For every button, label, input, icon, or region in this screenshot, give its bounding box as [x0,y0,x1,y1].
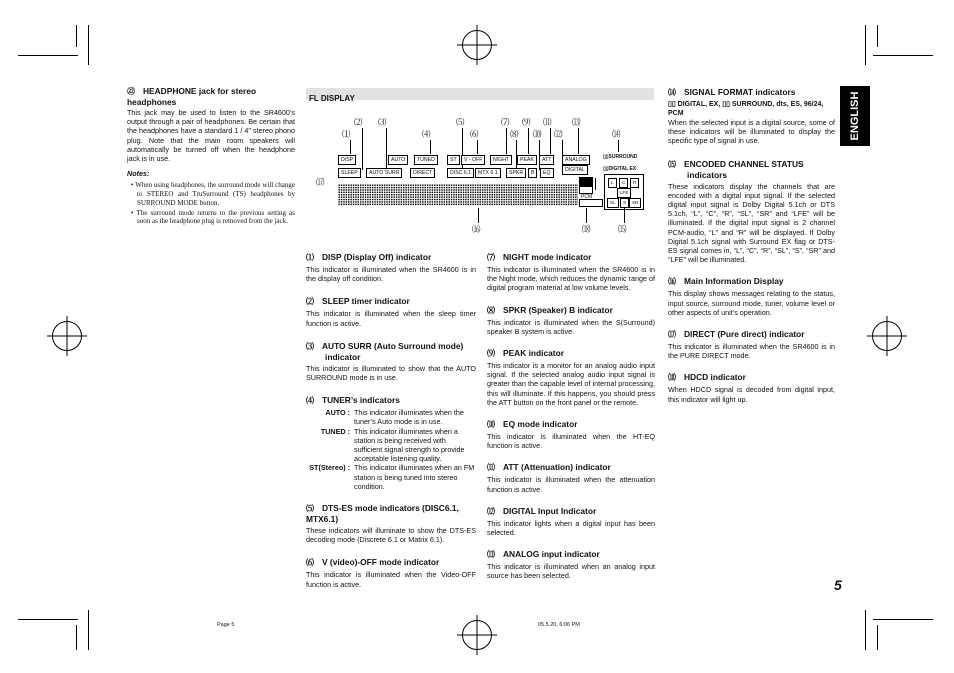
callout-16: ⒃ [472,224,481,234]
section-body: This indicator is illuminated when the SR4600 is in the Night mode, which reduces the dynamic range of digital program material at low volume levels. [487,265,655,293]
section-title: NIGHT mode indicator [503,252,592,262]
main-information-display [338,184,578,206]
callout-6: ⑹ [470,129,479,139]
section-body: This jack may be used to listen to the SR4600’s output through a pair of headphones. Be certain that the headphones have a standard 1 / 4" stereo phono plug. Note that the main room speakers will automatically be turned off when the headphone jack is in use. [127,108,295,164]
tuned-label: TUNED [414,155,438,165]
callout-1: ⑴ [342,129,351,139]
section-body: These indicators display the channels that are encoded with a digital input signal. If the selected digital input signal is Dolby Digital 5.1ch or DTS 5.1ch, “L”, “C”, “R”, “SL”, “SR” and “LFE” will be illuminated. If the digital input signal is 2 channel PCM-audio, “L” and “R” will be displayed. If Dolby Digital 5.1ch signal with Surround EX flag or DTS-ES signal comes in, “L”, “C”, “R”, “SL”, “S”, “SR” and “LFE” will be illuminated. [668,181,835,265]
section-body: This indicator is illuminated when the SR4600 is in the PURE DIRECT mode. [668,342,835,361]
crop-mark [877,25,878,47]
disc61-label: DISC 6.1 [447,168,474,178]
indicator-section-13: ⒀ ANALOG input indicator This indicator is illuminated when an analog input source has been selected. [487,549,655,581]
section-subtitle: ▯▯ DIGITAL, EX, ▯▯ SURROUND, dts, ES, 96/24, PCM [668,101,824,117]
ch-c: C [619,178,628,188]
att-label: ATT [539,155,554,165]
ch-l: L [608,178,617,188]
indicator-section-2: ⑵ SLEEP timer indicator This indicator is illuminated when the sleep timer function is active. [306,296,476,328]
sleep-label: SLEEP [338,168,361,178]
callout-5: ⑸ [456,117,465,127]
footer-right: 05.5.20, 6:06 PM [538,622,580,628]
dts-icon [579,177,593,186]
indicator-section-5: ⑸ DTS-ES mode indicators (DISC6.1, MTX6.1) These indicators will illuminate to show the DTS-ES decoding mode (Discrete 6.1 or Matrix 6.1). [306,503,476,545]
section-body: This indicator is illuminated to show that the AUTO SURROUND mode is in use. [306,363,476,383]
channel-matrix [604,174,644,210]
b-label: B [528,168,537,178]
section-title: ANALOG input indicator [503,549,600,560]
notes-list [127,181,295,226]
disp-label: DISP [338,155,356,165]
crop-mark [18,619,78,620]
indicator-section-17: ⒄ DIRECT (Pure direct) indicator This indicator is illuminated when the SR4600 is in the PURE DIRECT mode. [668,329,835,361]
night-label: NIGHT [490,155,512,165]
crop-mark [76,625,77,650]
fl-display-heading-bar [306,88,654,103]
crop-mark [18,55,78,56]
indicator-section-1: ⑴ DISP (Display Off) indicator This indicator is illuminated when the SR4600 is in the display off condition. [306,252,476,284]
crop-mark [88,25,89,65]
note-item: • When using headphones, the surround mode will change to STEREO and TruSurround (TS) headphones by SURROUND MODE button. [131,181,295,207]
section-body: This indicator is illuminated when the attenuation function is active. [487,475,655,494]
callout-13: ⒀ [572,117,581,127]
eq-label: EQ [540,168,554,178]
indicator-section-11: ⑾ ATT (Attenuation) indicator This indicator is illuminated when the attenuation function is active. [487,462,655,494]
headphone-section [127,86,295,226]
section-body: This display shows messages relating to the status, input source, surround mode, tuner, volume level or other aspects of unit’s operation. [668,289,835,317]
section-title: EQ mode indicator [503,419,578,430]
indicator-section-16: ⒃ Main Information Display This display shows messages relating to the status, input source, surround mode, tuner, volume level or other aspects of unit’s operation. [668,276,835,317]
middle-column [306,252,476,596]
note-item: • The surround mode returns to the previous setting as soon as the headphone plug is removed from the jack. [131,208,296,226]
section-title: DIGITAL Input Indicator [503,505,597,516]
indicator-section-9: ⑼ PEAK indicator This indicator is a monitor for an analog audio input signal. If the selected analog audio input signal is greater than the capable level of internal processing, this will illuminate. If this happens, you should press the ATT button on the front panel or the remote. [487,348,655,407]
auto-surr-label: AUTO SURR [366,168,402,178]
sub-item: TUNED : This indicator illuminates when a station is being received with sufficient signal strength to provide acceptable listening quality. [320,426,465,464]
section-body: This indicator is illuminated when the Video-OFF function is active. [306,570,476,589]
ch-r: R [630,178,639,188]
section-body: These indicators will illuminate to show the DTS-ES decoding mode (Discrete 6.1 or Matrix 6.1). [306,526,476,545]
ch-lfe: LFE [617,188,631,198]
v-off-label: V - OFF [461,155,485,165]
section-title: PEAK indicator [503,348,564,359]
right-column-2 [668,87,835,411]
callout-7: ⑺ [501,117,510,127]
indicator-section-15: ⒂ ENCODED CHANNEL STATUS indicators These indicators display the channels that are encoded with a digital input signal. If the selected digital input signal is Dolby Digital 5.1ch or DTS 5.1ch, “L”, “C”, “R”, “SL”, “SR” and “LFE” will be illuminated. If the digital input signal is 2 channel PCM-audio, “L” and “R” will be displayed. If Dolby Digital 5.1ch signal with Surround EX flag or DTS-ES signal comes in, “L”, “C”, “R”, “SL”, “S”, “SR” and “LFE” will be illuminated. [668,158,835,265]
section-title: DTS-ES mode indicators (DISC6.1, MTX6.1) [306,503,459,525]
crop-mark [873,55,933,56]
section-title: HEADPHONE jack for stereo headphones [127,86,257,107]
indicator-section-14: ⒁ SIGNAL FORMAT indicators ▯▯ DIGITAL, EX, ▯▯ SURROUND, dts, ES, 96/24, PCM When the selected input is a digital source, some of these indicators will be illuminated to display the specific type of signal in use. [668,87,835,146]
section-title: DISP (Display Off) indicator [322,252,432,262]
callout-3: ⑶ [378,117,387,127]
section-title: V (video)-OFF mode indicator [322,557,440,568]
section-title: ENCODED CHANNEL STATUS indicators [684,158,804,180]
section-title: DIRECT (Pure direct) indicator [684,329,805,340]
registration-mark [872,321,902,351]
registration-mark [52,321,82,351]
section-body: When HDCD signal is decoded from digital input, this indicator will light up. [668,385,835,404]
callout-10: ⑽ [533,129,542,139]
callout-2: ⑵ [354,117,363,127]
fl-display-heading: FL DISPLAY [309,94,355,103]
sub-item: AUTO : This indicator illuminates when the tuner’s Auto mode is in use. [325,408,464,427]
callout-15: ⒂ [618,224,627,234]
section-body: This indicator is illuminated when the SR4600 is in the display off condition. [306,265,476,284]
sub-item: ST(Stereo) : This indicator illuminates when an FM station is being tuned into stereo condition. [309,463,475,491]
indicator-section-12: ⑿ DIGITAL Input Indicator This indicator lights when a digital input has been selected. [487,505,655,538]
pcm-label: PCM [581,194,593,200]
section-title: HDCD indicator [684,372,746,383]
crop-mark [877,625,878,650]
es-icon [579,186,593,194]
section-body: This indicator is illuminated when an analog input source has been selected. [487,562,655,581]
peak-label: PEAK [517,155,537,165]
section-body: This indicator lights when a digital input has been selected. [487,518,655,538]
callout-14: ⒁ [612,129,621,139]
section-title: ATT (Attenuation) indicator [503,462,611,473]
section-title: AUTO SURR (Auto Surround mode) indicator [322,340,464,362]
indicator-section-3: ⑶ AUTO SURR (Auto Surround mode) indicator This indicator is illuminated to show that the AUTO SURROUND mode is in use. [306,340,476,383]
indicator-section-4: ⑷ TUNER’s indicators AUTO : This indicator illuminates when the tuner’s Auto mode is in use. TUNED : This indicator illuminates when a station is being received with sufficient signal strength to provide acceptable listening quality. ST(Stereo) : This indicator illuminates when an FM station is being tuned into stereo condition. [306,395,475,491]
callout-9: ⑼ [522,117,531,127]
callout-11: ⑾ [543,117,552,127]
ch-s: S [620,198,629,208]
crop-mark [865,610,866,650]
section-title: TUNER’s indicators [322,395,400,406]
section-body: This indicator is illuminated when the sleep timer function is active. [306,309,476,328]
callout-8: ⑻ [510,129,519,139]
digital-ex-logo: ▯▯DIGITAL EX [603,166,637,172]
indicator-section-18: ⒅ HDCD indicator When HDCD signal is decoded from digital input, this indicator will light up. [668,372,835,404]
section-title: SLEEP timer indicator [322,296,410,307]
ch-sl: SL [607,198,619,208]
hdcd-icon [579,199,603,207]
digital-label: DIGITAL [562,165,588,175]
section-number: ㉒ [127,87,135,96]
callout-18: ⒅ [582,224,591,234]
right-column-1 [487,252,655,588]
section-title: SIGNAL FORMAT indicators [684,87,796,97]
callout-4: ⑷ [422,129,431,139]
crop-mark [76,25,77,47]
crop-mark [88,610,89,650]
language-tab-label: ENGLISH [849,91,861,141]
crop-mark [865,25,866,65]
st-label: ST [447,155,460,165]
crop-mark [873,619,933,620]
section-title: SPKR (Speaker) B indicator [503,304,613,315]
surround-logo: ▯▯SURROUND [603,154,638,160]
analog-label: ANALOG [562,155,590,165]
section-body: This indicator is illuminated when the S(Surround) speaker B system is active. [487,317,655,336]
callout-12: ⑿ [554,129,563,139]
notes-label: Notes: [127,169,150,179]
section-heading [127,86,295,107]
96-24-icon [595,178,604,190]
indicator-section-7: ⑺ NIGHT mode indicator This indicator is illuminated when the SR4600 is in the Night mode, which reduces the dynamic range of digital program material at low volume levels. [487,252,655,293]
section-body: This indicator is illuminated when the HT-EQ function is active. [487,432,655,451]
language-tab [840,86,870,146]
page-number: 5 [834,577,842,593]
section-body: When the selected input is a digital source, some of these indicators will be illuminated to display the specific type of signal in use. [668,118,835,146]
ch-sr: SR [629,198,641,208]
direct-label: DIRECT [410,168,435,178]
indicator-section-10: ⑽ EQ mode indicator This indicator is illuminated when the HT-EQ function is active. [487,419,655,451]
spkr-label: SPKR [506,168,526,178]
indicator-section-6: ⑹ V (video)-OFF mode indicator This indicator is illuminated when the Video-OFF function is active. [306,557,476,589]
footer-left: Page 5 [217,622,235,628]
callout-17: ⒄ [316,177,325,187]
registration-mark [462,30,492,60]
section-body: This indicator is a monitor for an analog audio input signal. If the selected analog audio input signal is greater than the capable level of internal processing, this will illuminate. If this happens, you should press the ATT button on the front panel or the remote. [487,361,655,407]
fl-display-diagram [306,108,654,240]
registration-mark [462,620,492,650]
mtx61-label: MTX 6.1 [475,168,501,178]
indicator-section-8: ⑻ SPKR (Speaker) B indicator This indicator is illuminated when the S(Surround) speaker B system is active. [487,304,655,336]
auto-label: AUTO [388,155,408,165]
section-title: Main Information Display [684,276,784,287]
